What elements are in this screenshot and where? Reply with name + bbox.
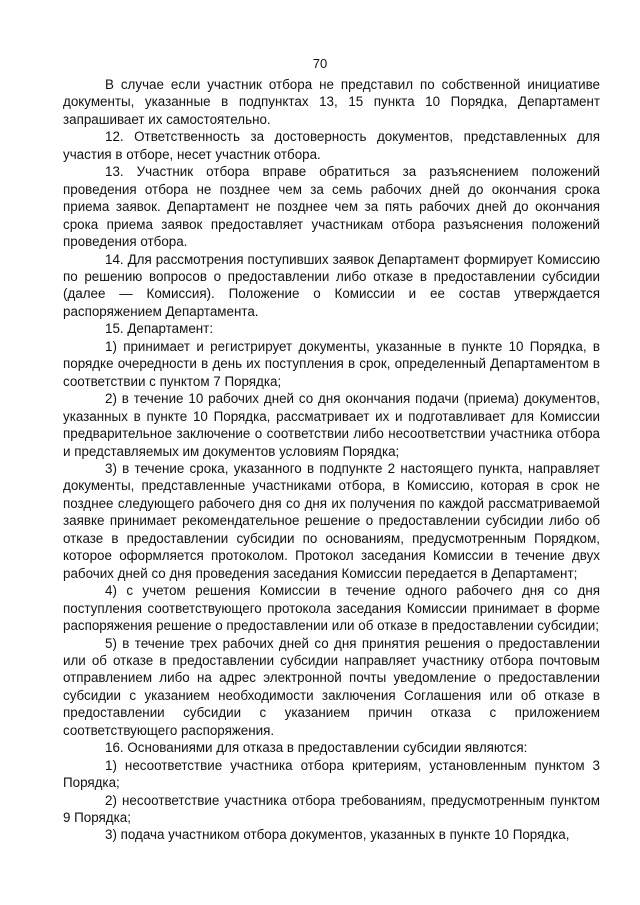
paragraph: В случае если участник отбора не представил по собственной инициативе документы, указанные в подпунктах 13, 15 пункта 10 Порядка, Департамент запрашивает их самостоятельно. [63, 77, 600, 127]
paragraph: 13. Участник отбора вправе обратиться за разъяснением положений проведения отбора не позднее чем за семь рабочих дней до окончания срока приема заявок. Департамент не позднее чем за пять рабочих дней до окончания срока приема заявок предоставляет участникам отбора разъяснения положений проведения отбора. [63, 164, 600, 250]
paragraph: 1) несоответствие участника отбора критериям, установленным пунктом 3 Порядка; [63, 757, 600, 791]
paragraph: 2) несоответствие участника отбора требованиям, предусмотренным пунктом 9 Порядка; [63, 792, 600, 826]
paragraph: 16. Основаниями для отказа в предоставлении субсидии являются: [105, 740, 528, 756]
body-text [63, 76, 600, 844]
paragraph: 4) с учетом решения Комиссии в течение одного рабочего дня со дня поступления соответствующего протокола заседания Комиссии принимает в форме распоряжения решение о предоставлении или об отказе в предоставлении субсидии; [63, 583, 600, 634]
paragraph: 15. Департамент: [105, 321, 214, 337]
paragraph: 1) принимает и регистрирует документы, указанные в пункте 10 Порядка, в порядке очередности в день их поступления в срок, определенный Департаментом в соответствии с пунктом 7 Порядка; [63, 338, 600, 389]
paragraph: 2) в течение 10 рабочих дней со дня окончания подачи (приема) документов, указанных в пункте 10 Порядка, рассматривает их и подготавливает для Комиссии предварительное заключение о соответствии либо несоответствии участника отбора и представляемых им документов условиям Порядка; [63, 391, 600, 459]
paragraph: 14. Для рассмотрения поступивших заявок Департамент формирует Комиссию по решению вопросов о предоставлении либо отказе в предоставлении субсидии (далее — Комиссия). Положение о Комиссии и ее состав утверждается распоряжением Департамента. [63, 251, 600, 319]
paragraph: 3) в течение срока, указанного в подпункте 2 настоящего пункта, направляет документы, представленные участниками отбора, в Комиссию, которая в срок не позднее следующего рабочего дня со дня их получения по каждой рассматриваемой заявке принимает рекомендательное решение о предоставлении субсидии либо об отказе в предоставлении субсидии по основаниям, предусмотренным Порядком, которое оформляется протоколом. Протокол заседания Комиссии в течение двух рабочих дней со дня проведения заседания Комиссии передается в Департамент; [63, 460, 600, 581]
paragraph: 5) в течение трех рабочих дней со дня принятия решения о предоставлении или об отказе в предоставлении субсидии направляет участнику отбора почтовым отправлением либо на адрес электронной почты уведомление о предоставлении субсидии с указанием необходимости заключения Соглашения или об отказе в предоставлении субсидии с указанием причин отказа с приложением соответствующего распоряжения. [63, 635, 600, 738]
paragraph: 12. Ответственность за достоверность документов, представленных для участия в отборе, несет участник отбора. [63, 129, 600, 162]
page-number: 70 [312, 56, 328, 71]
paragraph: 3) подача участником отбора документов, указанных в пункте 10 Порядка, [105, 827, 570, 843]
